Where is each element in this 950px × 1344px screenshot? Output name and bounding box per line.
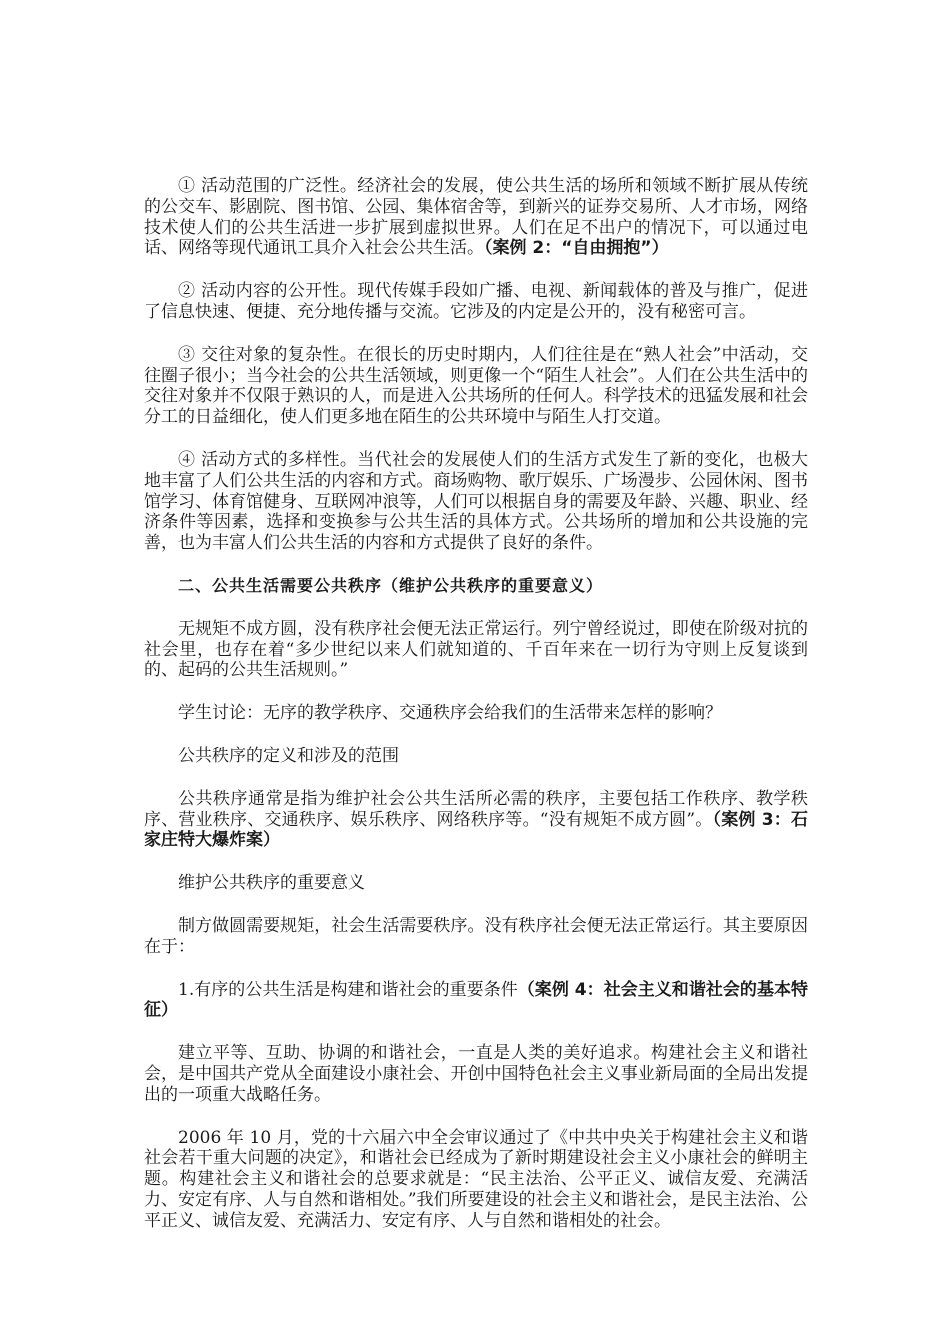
paragraph-text: 制方做圆需要规矩，社会生活需要秩序。没有秩序社会便无法正常运行。其主要原因在于： — [144, 915, 808, 957]
case-reference: （案例 3：石家庄特大爆炸案） — [144, 809, 809, 851]
paragraph-2006-plenum — [144, 1128, 808, 1232]
paragraph-public-order-definition — [144, 789, 808, 851]
paragraph-diversity-of-ways — [144, 450, 808, 554]
paragraph-complexity-of-contacts — [144, 345, 808, 428]
paragraph-text: 2006 年 10 月，党的十六届六中全会审议通过了《中共中央关于构建社会主义和谐社会若干重大问题的决定》，和谐社会已经成为了新时期建设社会主义小康社会的鲜明主题。构建社会主义和谐社会的总要求就是：“民主法治、公平正义、诚信友爱、充满活力、安定有序、人与自然和谐相处。”我们所要建设的社会主义和谐社会，是民主法治、公平正义、诚信友爱、充满活力、安定有序、人与自然和谐相处的社会。 — [144, 1127, 808, 1231]
subheading-significance — [144, 873, 808, 894]
paragraph-text: ② 活动内容的公开性。现代传媒手段如广播、电视、新闻载体的普及与推广，促进了信息快速、便捷、充分地传播与交流。它涉及的内定是公开的，没有秘密可言。 — [144, 281, 808, 322]
paragraph-reasons-intro — [144, 916, 808, 958]
case-reference: （案例 4：社会主义和谐社会的基本特征） — [144, 979, 808, 1021]
paragraph-text: 1.有序的公共生活是构建和谐社会的重要条件 — [178, 979, 518, 1000]
paragraph-student-discussion — [144, 703, 808, 724]
case-reference: （案例 2：“自由拥抱”） — [484, 238, 669, 259]
paragraph-text: 无规矩不成方圆，没有秩序社会便无法正常运行。列宁曾经说过，即使在阶级对抗的社会里，也存在着“多少世纪以来人们就知道的、千百年来在一切行为守则上反复谈到的、起码的公共生活规则。” — [144, 618, 808, 681]
paragraph-rules-and-order — [144, 619, 808, 681]
document-page — [144, 176, 808, 1253]
paragraph-text: ① 活动范围的广泛性。经济社会的发展，使公共生活的场所和领域不断扩展从传统的公交车、影剧院、图书馆、公园、集体宿舍等，到新兴的证券交易所、人才市场，网络技术使人们的公共生活进一步扩展到虚拟世界。人们在足不出户的情况下，可以通过电话、网络等现代通讯工具介入社会公共生活。 — [144, 176, 808, 259]
paragraph-scope-of-activity — [144, 176, 808, 259]
paragraph-openness-of-content — [144, 281, 808, 323]
paragraph-point-one — [144, 980, 808, 1022]
subheading-definition-scope — [144, 746, 808, 767]
paragraph-text: 公共秩序通常是指为维护社会公共生活所必需的秩序，主要包括工作秩序、教学秩序、营业秩序、交通秩序、娱乐秩序、网络秩序等。“没有规矩不成方圆”。 — [144, 788, 808, 830]
paragraph-text: ③ 交往对象的复杂性。在很长的历史时期内，人们往往是在“熟人社会”中活动，交往圈子很小；当今社会的公共生活领域，则更像一个“陌生人社会”。人们在公共生活中的交往对象并不仅限于熟识的人，而是进入公共场所的任何人。科学技术的迅猛发展和社会分工的日益细化，使人们更多地在陌生的公共环境中与陌生人打交道。 — [144, 344, 808, 428]
paragraph-text: 维护公共秩序的重要意义 — [178, 873, 365, 894]
paragraph-text: 学生讨论：无序的教学秩序、交通秩序会给我们的生活带来怎样的影响？ — [178, 703, 722, 724]
paragraph-text: 公共秩序的定义和涉及的范围 — [178, 745, 399, 766]
paragraph-harmonious-society — [144, 1043, 808, 1105]
paragraph-text: 建立平等、互助、协调的和谐社会，一直是人类的美好追求。构建社会主义和谐社会，是中国共产党从全面建设小康社会、开创中国特色社会主义事业新局面的全局出发提出的一项重大战略任务。 — [144, 1043, 808, 1105]
section-heading: 二、公共生活需要公共秩序（维护公共秩序的重要意义） — [178, 575, 604, 595]
paragraph-text: ④ 活动方式的多样性。当代社会的发展使人们的生活方式发生了新的变化，也极大地丰富了人们公共生活的内容和方式。商场购物、歌厅娱乐、广场漫步、公园休闲、图书馆学习、体育馆健身、互联网冲浪等，人们可以根据自身的需要及年龄、兴趣、职业、经济条件等因素，选择和变换参与公共生活的具体方式。公共场所的增加和公共设施的完善，也为丰富人们公共生活的内容和方式提供了良好的条件。 — [144, 449, 808, 554]
